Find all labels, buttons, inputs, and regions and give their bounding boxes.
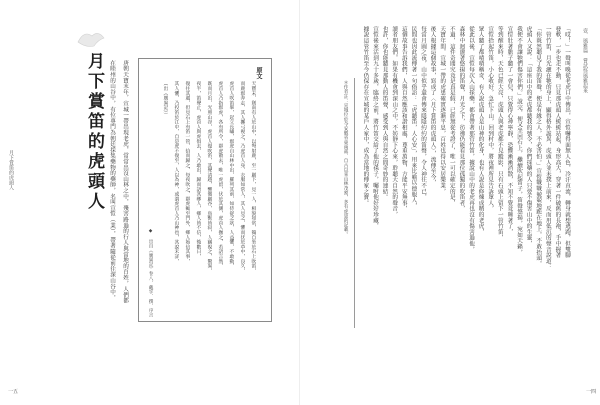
body-line: 後人根據這個故事，寫成了〈月下賞笛的虎頭人〉，流傳至今， bbox=[429, 26, 436, 186]
original-line: 復往其處，但見石上有笛一管，拾而歸之，每夜吹之，群虎輒至門外，鄉人始信其事， bbox=[184, 81, 190, 264]
original-line: 既而月出，光照山谷，虎首人復吹笛，其聲清越，響徹巖谷，鳥獸皆寂，人竊視之，驚異， bbox=[206, 81, 212, 273]
original-line: 虎首人乃指群虎，各有所令，群虎散去，唯一虎留，伏於其側，虎首人撫之，若語言然， bbox=[217, 81, 223, 269]
original-line: 夜半，笛聲止，虎首人與虎俱去，人乃敢出，歸而語其鄉人，鄉人皆不信，後數日， bbox=[195, 81, 201, 259]
body-line: 宣愷後來活到九十多歲，臨終之前，將竹笛交給了他的孫子，囑咐他好好珍藏， bbox=[372, 26, 378, 229]
footnote: ＊作者註：宣城位於今安徽省東南部，自古以來山林茂密，多有虎患的記載。 bbox=[343, 80, 348, 237]
footnote-rule bbox=[354, 78, 355, 328]
original-label: 原文 bbox=[255, 67, 262, 79]
chapter-title: 月下賞笛的虎頭人 bbox=[84, 52, 104, 212]
body-line: 發軟，一步也走不動，只見那虎頭人緩緩站起，身形高大，穿著一件破舊的長袍，手中握著 bbox=[554, 26, 561, 258]
original-line: （出《廣異記》） bbox=[162, 81, 168, 117]
original-line: 天寶末，劍南有人於山中，以弩射鹿，至一巖下，見一人，相貌如常，獨自坐於石上吹笛， bbox=[250, 81, 256, 273]
body-line: 虎頭人又說：「這座山中的老虎都聽我的號令，你們採藥的人只要不傷害山中的生靈， bbox=[525, 26, 532, 247]
body-line: 讀者朋友們，如果有機會到深山之中，不妨靜下心來，聆聽大自然的聲音， bbox=[391, 26, 398, 218]
right-page-number: 一四 bbox=[586, 389, 597, 395]
body-line: 民間也因此流傳著一句俗語：「虎聽笛，人心安」，用來比喻以德服人， bbox=[410, 26, 417, 209]
ornament-icon bbox=[76, 28, 106, 50]
original-text-box bbox=[138, 58, 272, 322]
original-line: 而鹿群奔走，其人擲弓視之，乃虎首人身，衣服如常人，其人見之，懼而伏於草中，良久， bbox=[239, 81, 245, 273]
body-line: 「哎！」一聲叫喚從老虎口中傳出，宣愷嚇得面無人色，冷汗直流，轉身就想逃跑，但雙腳 bbox=[564, 26, 570, 258]
intro-line: 在睦州的山谷中，有位專門為朝廷採集藥物的藥師，名叫宣愷（業），帶著隨從前往深山谷中， bbox=[109, 60, 115, 301]
left-page-number: 一五 bbox=[8, 389, 19, 395]
body-line: 我便不會讓牠們傷害你們。」說完，便又坐回石上，繼續吹起笛子，笛聲悠揚，宛如天籟， bbox=[516, 26, 522, 256]
body-line: 從此以後，宣愷每次入山採藥，都會帶著那管竹笛，據說山中的老虎再也沒有傷害過他， bbox=[468, 26, 474, 253]
original-line: 虎首人吹笛畢，起立長嘯，群虎自山林中出，羅列其前，如侍從之狀，人益懼，不敢動， bbox=[228, 81, 234, 269]
body-line: 森林中迴盪著悠揚的笛聲，月光之下，彷彿仍能看見那位孤獨的吹笛者， bbox=[458, 26, 465, 212]
right-page bbox=[300, 0, 600, 405]
original-line: 其人懼，乃投笛於江中，自是虎不復至，人以為神，或謂虎首人乃山神也，其說未詳， bbox=[173, 81, 179, 264]
body-line: 據說這管竹笛至今仍保存在宣城的某戶人家中，成為當地的傳家之寶。 bbox=[362, 26, 369, 206]
body-line: 宣愷壯著膽子聽了一會兒，只覺得心神寧靜，恐懼漸漸消散，不知不覺竟睡著了， bbox=[506, 26, 513, 235]
body-line: 這個故事告訴我們，人與自然應該和諧相處，尊重萬物，方能平安無事， bbox=[400, 26, 407, 212]
source-line: ◆ 出自《廣異記》卷八．戴孚．撰．序言 bbox=[148, 229, 153, 318]
right-running-head: 壹．風雅篇 嘗試怪風雅起來 bbox=[582, 28, 588, 93]
body-line: 一管竹笛，月光灑在牠的身上，顯得格外詭異，虎頭人並未撲上前來，反而用低沉的聲音說道： bbox=[544, 26, 551, 270]
body-line: 每當月圓之夜，山中似乎還會傳來隱隱約約的笛聲，令人神往不已， bbox=[420, 26, 426, 200]
body-line: 等到醒來時，天色已經大亮，虎頭人與老虎都不見蹤影，只有石頭上留下一管竹笛， bbox=[496, 26, 503, 241]
body-line: 不過，這件奇聞究竟是真是假，已經無從考證了，唯一可以確定的是， bbox=[448, 26, 455, 206]
intro-line: 唐朝天寶末年，宣城一帶出現老虎，常常出沒山林之中，殘害路過的行人與當地的百姓，人們都 bbox=[122, 60, 128, 304]
body-line: 天寶年間，宣城一帶的虎患確實逐漸平息，百姓也得以安居樂業， bbox=[439, 26, 446, 195]
left-running-head: 月下賞笛的虎頭人 bbox=[8, 150, 14, 190]
body-line: 「你既然聽見了我的笛聲，便是有緣之人，不必害怕。」宣愷戰戰兢兢地跪在地上，不敢抬頭， bbox=[535, 26, 542, 267]
body-line: 眾人聽了都嘖嘖稱奇，有人說虎頭人是山神的化身，也有人說是修煉成精的老虎， bbox=[477, 26, 484, 235]
body-line: 宣愷拾起竹笛，小心收好，急忙下山，回到村中，將夜裡所見告訴眾人， bbox=[487, 26, 494, 212]
body-line: 也許，你也能聽見那動人的笛聲，感受到人與自然之間奇妙的連結。 bbox=[381, 26, 388, 200]
